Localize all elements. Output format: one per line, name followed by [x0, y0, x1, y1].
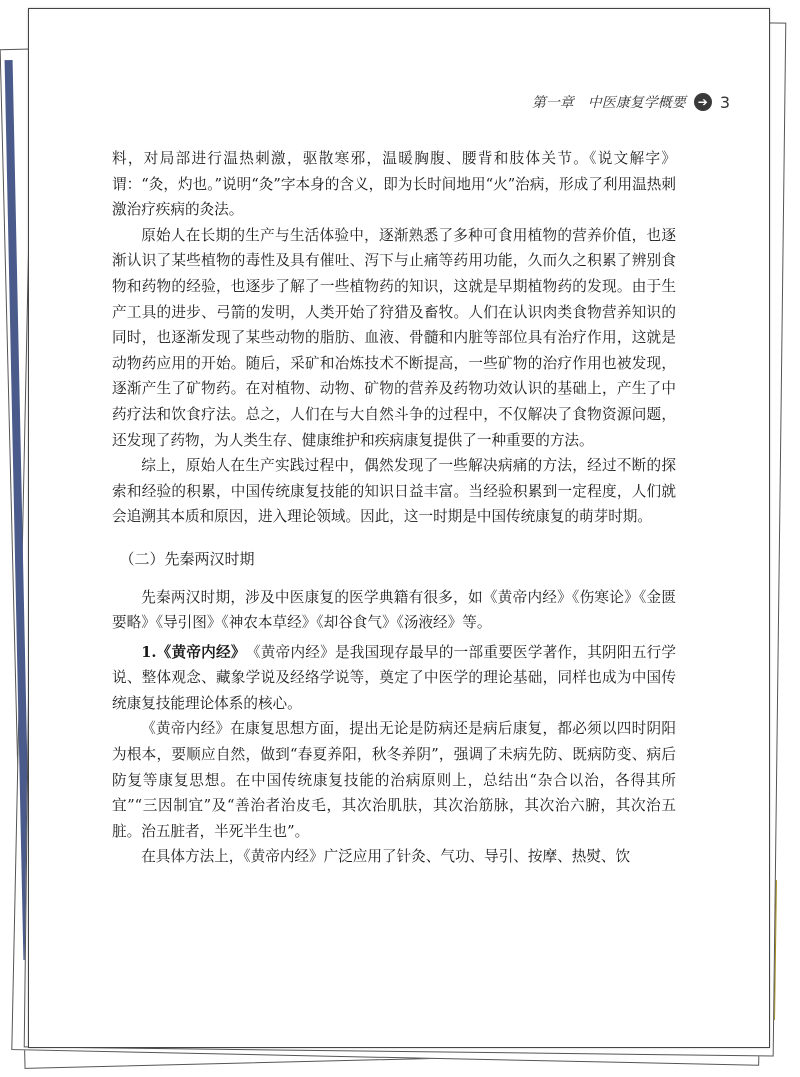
paragraph-1: 料，对局部进行温热刺激，驱散寒邪，温暖胸腹、腰背和肢体关节。《说文解字》谓：“灸，灼也。”说明“灸”字本身的含义，即为长时间地用“火”治病，形成了利用温热刺激治疗疾病的灸法。: [112, 150, 676, 219]
paragraph-4: 先秦两汉时期，涉及中医康复的医学典籍有很多，如《黄帝内经》《伤寒论》《金匮要略》《导引图》《神农本草经》《却谷食气》《汤液经》等。: [112, 588, 676, 632]
paragraph-5-lead: 1.《黄帝内经》: [141, 643, 239, 661]
running-header: [532, 92, 730, 112]
paragraph-6: 《黄帝内经》在康复思想方面，提出无论是防病还是病后康复，都必须以四时阴阳为根本，要顺应自然，做到“春夏养阳，秋冬养阴”，强调了未病先防、既病防变、病后防复等康复思想。在中国传统康复技能的治病原则上，总结出“杂合以治，各得其所宜”“三因制宜”及“善治者治皮毛，其次治肌肤，其次治筋脉，其次治六腑，其次治五脏。治五脏者，半死半生也”。: [112, 720, 676, 840]
paragraph-3: 综上，原始人在生产实践过程中，偶然发现了一些解决病痛的方法，经过不断的探索和经验的积累，中国传统康复技能的知识日益丰富。当经验积累到一定程度，人们就会追溯其本质和原因，进入理论领域。因此，这一时期是中国传统康复的萌芽时期。: [112, 457, 676, 526]
page-body: [112, 146, 676, 870]
chapter-title: 第一章 中医康复学概要: [531, 95, 686, 111]
page-number: 3: [719, 92, 730, 112]
paragraph-2: 原始人在长期的生产与生活体验中，逐渐熟悉了多种可食用植物的营养价值，也逐渐认识了某些植物的毒性及具有催吐、泻下与止痛等药用功能，久而久之积累了辨别食物和药物的经验，也逐步了解了一些植物药的知识，这就是早期植物药的发现。由于生产工具的进步、弓箭的发明，人类开始了狩猎及畜牧。人们在认识肉类食物营养知识的同时，也逐渐发现了某些动物的脂肪、血液、骨髓和内脏等部位具有治疗作用，这就是动物药应用的开始。随后，采矿和冶炼技术不断提高，一些矿物的治疗作用也被发现，逐渐产生了矿物药。在对植物、动物、矿物的营养及药物功效认识的基础上，产生了中药疗法和饮食疗法。总之，人们在与大自然斗争的过程中，不仅解决了食物资源问题，还发现了药物，为人类生存、健康维护和疾病康复提供了一种重要的方法。: [112, 226, 676, 449]
paragraph-5: [112, 640, 676, 717]
section-title: （二）先秦两汉时期: [119, 549, 255, 568]
paragraph-7: 在具体方法上，《黄帝内经》广泛应用了针灸、气功、导引、按摩、热熨、饮: [141, 848, 631, 866]
paragraph-5-text: 《黄帝内经》是我国现存最早的一部重要医学著作，其阴阳五行学说、整体观念、藏象学说及经络学说等，奠定了中医学的理论基础，同样也成为中国传统康复技能理论体系的核心。: [112, 643, 677, 712]
arrow-right-icon: ➔: [694, 93, 712, 111]
